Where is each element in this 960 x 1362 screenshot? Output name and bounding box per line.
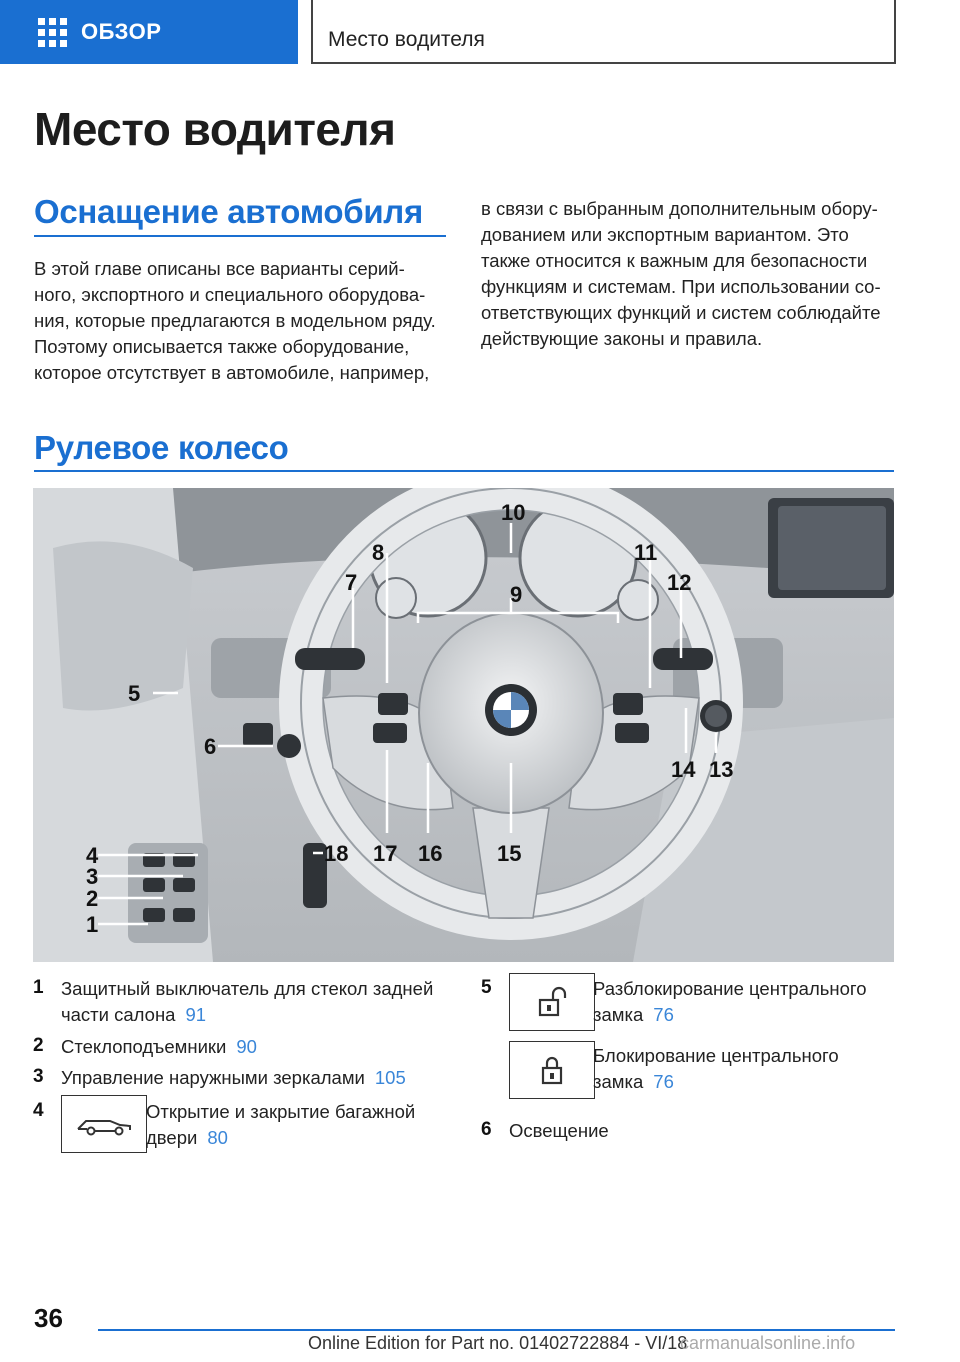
footer-rule xyxy=(98,1329,895,1331)
legend-line: Блокирование центрального xyxy=(593,1045,839,1066)
section-title-steering-wheel: Рулевое колесо xyxy=(34,429,289,466)
callout-11: 11 xyxy=(634,540,658,565)
page-reference-link[interactable]: 80 xyxy=(207,1127,228,1148)
paragraph-line: дованием или экспортным вариантом. Это xyxy=(481,224,849,245)
legend-line: Освещение xyxy=(509,1120,609,1141)
paragraph-line: ния, которые предлагаются в модельном ряду. xyxy=(34,310,436,331)
callout-10: 10 xyxy=(501,500,526,525)
legend-line: Стеклоподъемники xyxy=(61,1036,227,1057)
cockpit-illustration xyxy=(33,488,894,962)
callout-4: 4 xyxy=(86,843,99,868)
legend-line: Открытие и закрытие багажной xyxy=(146,1101,416,1122)
lock-open-icon xyxy=(509,973,595,1031)
legend-line: замка xyxy=(593,1004,644,1025)
callout-12: 12 xyxy=(667,570,692,595)
cockpit-drawing xyxy=(33,488,894,962)
legend-line: двери xyxy=(146,1127,198,1148)
header-section-title: Место водителя xyxy=(311,0,896,64)
callout-6: 6 xyxy=(204,734,217,759)
paragraph-line: в связи с выбранным дополнительным обору‐ xyxy=(481,198,878,219)
paragraph-line: Поэтому описывается также оборудование, xyxy=(34,336,410,357)
legend-line: Защитный выключатель для стекол задней xyxy=(61,978,434,999)
callout-5: 5 xyxy=(128,681,141,706)
legend-item-rear-window-lock xyxy=(61,976,433,1028)
page-reference-link[interactable]: 91 xyxy=(185,1004,207,1025)
legend-number: 4 xyxy=(33,1100,44,1121)
page-number: 36 xyxy=(34,1303,63,1333)
legend-line: Разблокирование центрального xyxy=(593,978,867,999)
legend-number: 2 xyxy=(33,1035,44,1056)
page-reference-link[interactable]: 90 xyxy=(236,1036,257,1057)
legend-number: 6 xyxy=(481,1119,492,1140)
car-tailgate-icon xyxy=(61,1095,147,1153)
section-rule-steering-wheel xyxy=(34,470,894,472)
lock-closed-icon xyxy=(509,1041,595,1099)
legend-item-central-unlock xyxy=(593,976,867,1028)
callout-16: 16 xyxy=(418,841,443,866)
paragraph-line: которое отсутствует в автомобиле, например, xyxy=(34,362,430,383)
callout-18: 18 xyxy=(324,841,349,866)
legend-item-central-lock xyxy=(593,1043,839,1095)
section-rule-equipment xyxy=(34,235,446,237)
page-reference-link[interactable]: 76 xyxy=(653,1071,674,1092)
legend-item-tailgate xyxy=(146,1099,415,1151)
paragraph-line: функциям и системам. При использовании со‐ xyxy=(481,276,881,297)
watermark: carmanualsonline.info xyxy=(680,1333,856,1353)
paragraph-line: В этой главе описаны все варианты серий‐ xyxy=(34,258,405,279)
page-title: Место водителя xyxy=(34,103,396,155)
header-tab-overview[interactable] xyxy=(0,0,298,64)
page-reference-link[interactable]: 76 xyxy=(653,1004,674,1025)
callout-13: 13 xyxy=(709,757,734,782)
callout-17: 17 xyxy=(373,841,398,866)
page-reference-link[interactable]: 105 xyxy=(374,1067,406,1088)
paragraph-line: ответствующих функций и систем соблюдайте xyxy=(481,302,881,323)
paragraph-line: также относится к важным для безопасности xyxy=(481,250,868,271)
legend-item-lighting xyxy=(509,1118,609,1144)
callout-8: 8 xyxy=(372,540,385,565)
paragraph-col2 xyxy=(481,196,881,352)
callout-3: 3 xyxy=(86,864,99,889)
section-title-equipment: Оснащение автомобиля xyxy=(34,193,423,230)
paragraph-line: ного, экспортного и специального оборудова‐ xyxy=(34,284,426,305)
footer-edition: Online Edition for Part no. 01402722884 - VI/18 xyxy=(308,1333,688,1353)
callout-7: 7 xyxy=(345,570,358,595)
callout-15: 15 xyxy=(497,841,522,866)
legend-line: части салона xyxy=(61,1004,176,1025)
grid-menu-icon xyxy=(38,18,67,47)
paragraph-col1 xyxy=(34,256,436,386)
callout-9: 9 xyxy=(510,582,523,607)
legend-number: 3 xyxy=(33,1066,44,1087)
header-tab-label: ОБЗОР xyxy=(81,19,162,44)
callout-1: 1 xyxy=(86,912,99,937)
legend-line: замка xyxy=(593,1071,644,1092)
callout-14: 14 xyxy=(671,757,696,782)
legend-number: 5 xyxy=(481,977,492,998)
paragraph-line: действующие законы и правила. xyxy=(481,328,763,349)
callout-2: 2 xyxy=(86,886,99,911)
legend-number: 1 xyxy=(33,977,44,998)
legend-item-mirror-controls xyxy=(61,1065,406,1091)
legend-item-power-windows xyxy=(61,1034,257,1060)
legend-line: Управление наружными зеркалами xyxy=(61,1067,365,1088)
